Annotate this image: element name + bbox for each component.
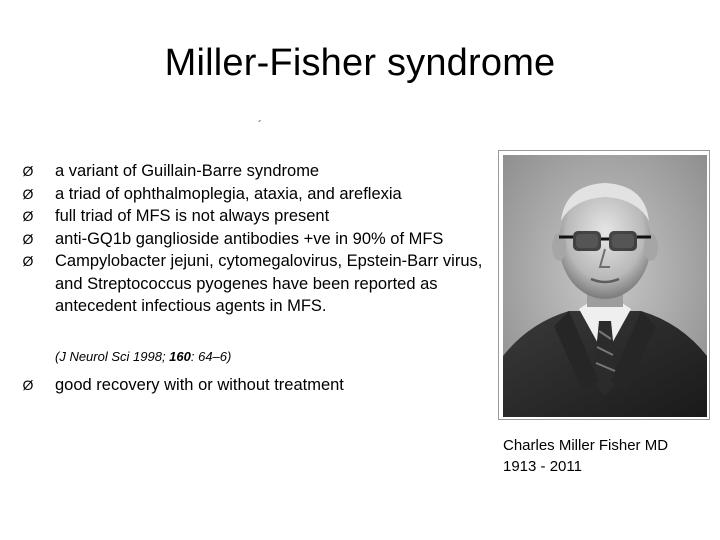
bullet-item <box>22 374 344 397</box>
bullet-text: good recovery with or without treatment <box>55 376 344 394</box>
bullet-item <box>18 160 498 183</box>
bullet-item <box>18 183 498 206</box>
arrow-bullet-icon: Ø <box>22 230 34 247</box>
bullet-text: a variant of Guillain-Barre syndrome <box>55 162 320 180</box>
arrow-bullet-icon: Ø <box>22 163 34 179</box>
citation <box>55 349 231 364</box>
slide-title: Miller-Fisher syndrome <box>164 42 556 84</box>
bullet-text: a triad of ophthalmoplegia, ataxia, and areflexia <box>55 184 402 203</box>
stray-tick-mark: ´ <box>258 118 262 132</box>
bullet-text: anti-GQ1b ganglioside antibodies +ve in 90% of MFS <box>55 229 444 248</box>
bullet-text: Campylobacter jejuni, cytomegalovirus, Epstein-Barr virus, and Streptococcus pyogenes have been reported as antecedent infectious agents in MFS. <box>55 252 483 315</box>
caption-name: Charles Miller Fisher MD <box>503 437 669 454</box>
citation-prefix: (J Neurol Sci 1998; <box>55 349 170 364</box>
photo-caption <box>503 435 668 477</box>
citation-volume: 160 <box>169 349 191 364</box>
citation-suffix: : 64–6) <box>190 349 232 364</box>
bullet-list <box>18 160 498 318</box>
arrow-bullet-icon: Ø <box>22 185 34 202</box>
arrow-bullet-icon: Ø <box>22 377 34 393</box>
bullet-text: full triad of MFS is not always present <box>55 207 330 225</box>
bullet-item <box>18 228 498 251</box>
caption-years: 1913 - 2011 <box>503 458 582 475</box>
bullet-item <box>18 205 498 228</box>
bullet-item <box>18 250 498 318</box>
portrait-photo <box>498 150 710 420</box>
arrow-bullet-icon: Ø <box>22 253 34 269</box>
arrow-bullet-icon: Ø <box>22 208 34 224</box>
bullet-list-secondary <box>18 374 344 397</box>
